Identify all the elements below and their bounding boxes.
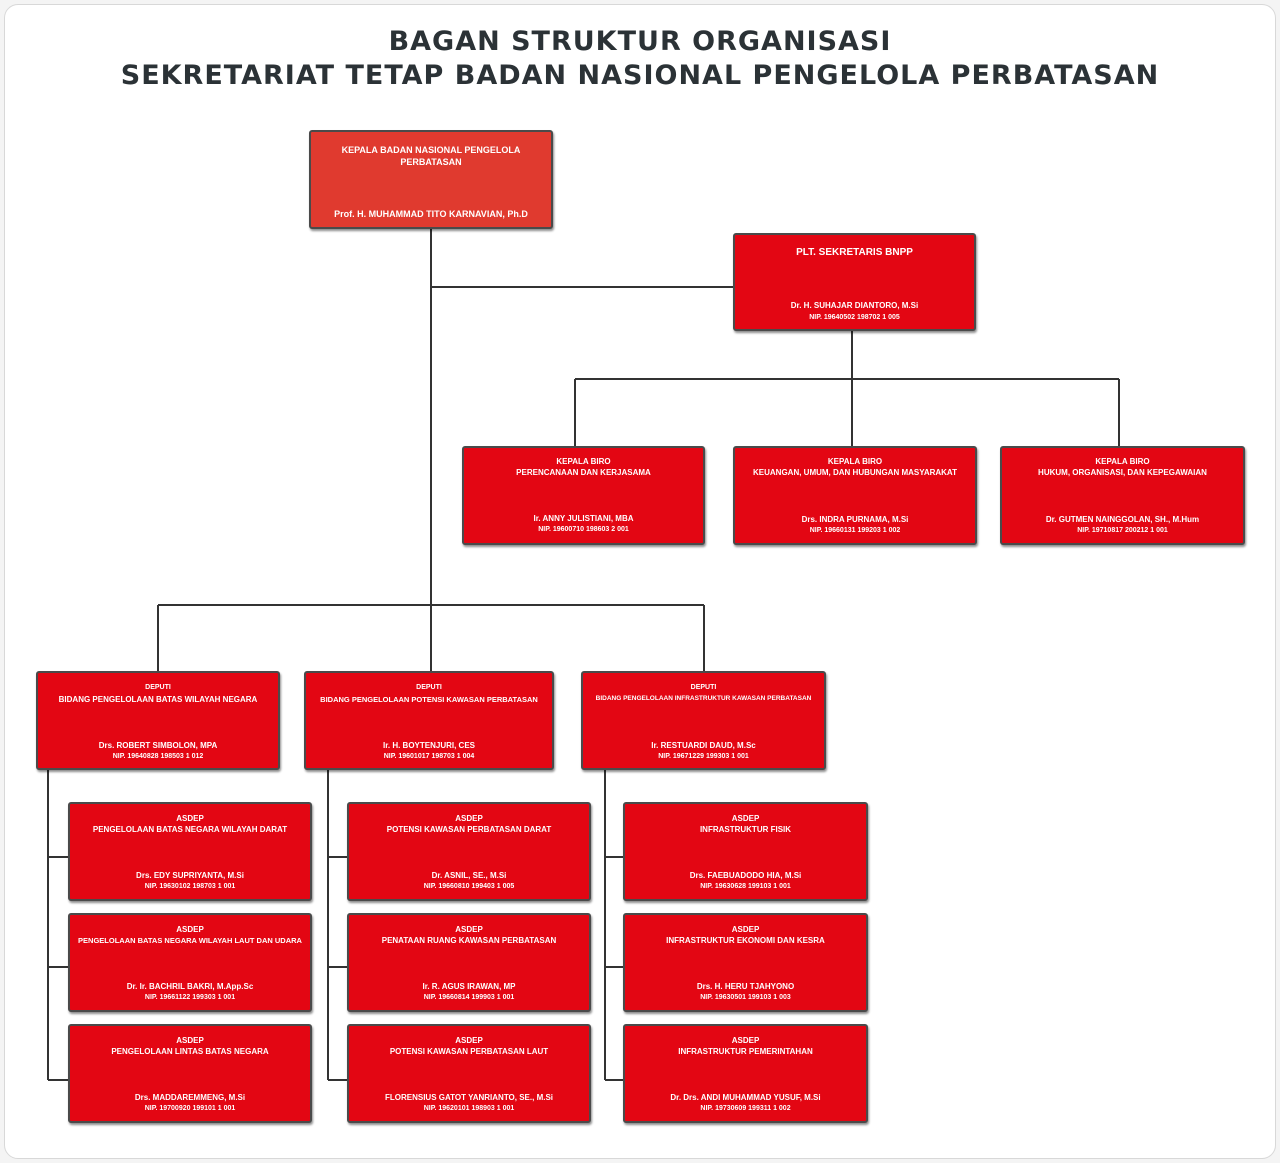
asdep-nip: NIP. 19730609 199311 1 002 bbox=[700, 1105, 791, 1112]
asdep-unit: PENGELOLAAN LINTAS BATAS NEGARA bbox=[111, 1047, 269, 1056]
asdep-name: Dr. ASNIL, SE., M.Si bbox=[431, 871, 507, 880]
asdep-box-potensi-laut[interactable] bbox=[347, 1024, 591, 1123]
asdep-box-lintas-batas[interactable] bbox=[68, 1024, 312, 1123]
deputi-label: DEPUTI bbox=[690, 684, 717, 691]
head-position-line1: KEPALA BADAN NASIONAL PENGELOLA bbox=[341, 145, 521, 155]
asdep-name: Drs. MADDAREMMENG, M.Si bbox=[134, 1093, 246, 1102]
asdep-unit: POTENSI KAWASAN PERBATASAN DARAT bbox=[386, 825, 552, 834]
asdep-unit: PENGELOLAAN BATAS NEGARA WILAYAH LAUT DAN UDARA bbox=[78, 936, 302, 945]
asdep-label: ASDEP bbox=[455, 814, 483, 823]
asdep-nip: NIP. 19630501 199103 1 003 bbox=[700, 994, 791, 1001]
asdep-nip: NIP. 19660810 199403 1 005 bbox=[423, 883, 515, 890]
secretary-nip: NIP. 19640502 198702 1 005 bbox=[809, 314, 900, 321]
asdep-nip: NIP. 19661122 199303 1 001 bbox=[144, 994, 236, 1001]
biro-nip: NIP. 19600710 198603 2 001 bbox=[538, 526, 629, 533]
asdep-box-infrastruktur-ekonomi[interactable] bbox=[623, 913, 868, 1012]
asdep-unit: INFRASTRUKTUR EKONOMI DAN KESRA bbox=[666, 936, 825, 945]
asdep-label: ASDEP bbox=[455, 925, 483, 934]
biro-nip: NIP. 19710817 200212 1 001 bbox=[1077, 527, 1168, 534]
biro-name: Drs. INDRA PURNAMA, M.Si bbox=[801, 515, 909, 524]
asdep-name: Dr. Drs. ANDI MUHAMMAD YUSUF, M.Si bbox=[670, 1093, 821, 1102]
asdep-name: Drs. FAEBUADODO HIA, M.Si bbox=[689, 871, 802, 880]
head-name: Prof. H. MUHAMMAD TITO KARNAVIAN, Ph.D bbox=[334, 209, 528, 219]
asdep-name: Drs. EDY SUPRIYANTA, M.Si bbox=[136, 871, 244, 880]
asdep-label: ASDEP bbox=[731, 814, 760, 823]
asdep-unit: INFRASTRUKTUR FISIK bbox=[699, 825, 792, 834]
asdep-nip: NIP. 19700920 199101 1 001 bbox=[144, 1105, 236, 1112]
deputi-label: DEPUTI bbox=[416, 684, 442, 691]
deputi-name: Ir. RESTUARDI DAUD, M.Sc bbox=[651, 741, 756, 750]
asdep-label: ASDEP bbox=[176, 925, 204, 934]
asdep-label: ASDEP bbox=[731, 925, 760, 934]
biro-unit: PERENCANAAN DAN KERJASAMA bbox=[516, 468, 651, 477]
asdep-box-infrastruktur-fisik[interactable] bbox=[623, 802, 868, 901]
asdep-unit: POTENSI KAWASAN PERBATASAN LAUT bbox=[389, 1047, 549, 1056]
deputi-unit: BIDANG PENGELOLAAN POTENSI KAWASAN PERBATASAN bbox=[320, 695, 538, 704]
biro-box-keuangan[interactable] bbox=[733, 446, 977, 545]
asdep-label: ASDEP bbox=[176, 814, 204, 823]
asdep-box-batas-darat[interactable] bbox=[68, 802, 312, 901]
asdep-name: Dr. Ir. BACHRIL BAKRI, M.App.Sc bbox=[126, 982, 254, 991]
asdep-box-penataan-ruang[interactable] bbox=[347, 913, 591, 1012]
deputi-label: DEPUTI bbox=[145, 684, 171, 691]
asdep-nip: NIP. 19660814 199903 1 001 bbox=[423, 994, 515, 1001]
chart-title-line1: BAGAN STRUKTUR ORGANISASI bbox=[388, 26, 892, 57]
biro-box-perencanaan[interactable] bbox=[462, 446, 705, 545]
deputi-nip: NIP. 19640828 198503 1 012 bbox=[112, 753, 204, 760]
deputi-box-batas-wilayah[interactable] bbox=[36, 671, 280, 770]
deputi-name: Ir. H. BOYTENJURI, CES bbox=[382, 741, 476, 750]
chart-title-line2: SEKRETARIAT TETAP BADAN NASIONAL PENGELOLA PERBATASAN bbox=[120, 60, 1160, 91]
asdep-label: ASDEP bbox=[455, 1036, 483, 1045]
biro-nip: NIP. 19660131 199203 1 002 bbox=[809, 527, 901, 534]
deputi-nip: NIP. 19601017 198703 1 004 bbox=[383, 753, 475, 760]
asdep-unit: PENATAAN RUANG KAWASAN PERBATASAN bbox=[381, 936, 557, 945]
asdep-unit: PENGELOLAAN BATAS NEGARA WILAYAH DARAT bbox=[92, 825, 288, 834]
secretary-name: Dr. H. SUHAJAR DIANTORO, M.Si bbox=[790, 301, 919, 310]
asdep-label: ASDEP bbox=[731, 1036, 760, 1045]
secretary-position: PLT. SEKRETARIS BNPP bbox=[796, 247, 913, 258]
asdep-unit: INFRASTRUKTUR PEMERINTAHAN bbox=[678, 1047, 813, 1056]
biro-label: KEPALA BIRO bbox=[827, 457, 883, 466]
asdep-label: ASDEP bbox=[176, 1036, 204, 1045]
biro-label: KEPALA BIRO bbox=[1095, 457, 1150, 466]
secretary-box[interactable] bbox=[733, 233, 976, 331]
biro-name: Dr. GUTMEN NAINGGOLAN, SH., M.Hum bbox=[1045, 515, 1200, 524]
head-box[interactable] bbox=[309, 130, 553, 229]
biro-unit: HUKUM, ORGANISASI, DAN KEPEGAWAIAN bbox=[1038, 468, 1207, 477]
deputi-box-potensi-kawasan[interactable] bbox=[304, 671, 554, 770]
biro-box-hukum[interactable] bbox=[1000, 446, 1245, 545]
asdep-box-batas-laut-udara[interactable] bbox=[68, 913, 312, 1012]
deputi-unit: BIDANG PENGELOLAAN INFRASTRUKTUR KAWASAN PERBATASAN bbox=[595, 695, 812, 702]
deputi-unit: BIDANG PENGELOLAAN BATAS WILAYAH NEGARA bbox=[58, 695, 258, 704]
biro-unit: KEUANGAN, UMUM, DAN HUBUNGAN MASYARAKAT bbox=[753, 468, 957, 477]
asdep-name: Drs. H. HERU TJAHYONO bbox=[696, 982, 795, 991]
deputi-name: Drs. ROBERT SIMBOLON, MPA bbox=[98, 741, 218, 750]
biro-label: KEPALA BIRO bbox=[556, 457, 611, 466]
asdep-nip: NIP. 19620101 198903 1 001 bbox=[423, 1105, 515, 1112]
deputi-box-infrastruktur[interactable] bbox=[581, 671, 826, 770]
asdep-box-infrastruktur-pemerintahan[interactable] bbox=[623, 1024, 868, 1123]
deputi-nip: NIP. 19671229 199303 1 001 bbox=[658, 753, 749, 760]
asdep-nip: NIP. 19630102 198703 1 001 bbox=[144, 883, 236, 890]
asdep-name: Ir. R. AGUS IRAWAN, MP bbox=[422, 982, 516, 991]
biro-name: Ir. ANNY JULISTIANI, MBA bbox=[533, 514, 634, 523]
asdep-nip: NIP. 19630628 199103 1 001 bbox=[700, 883, 791, 890]
asdep-name: FLORENSIUS GATOT YANRIANTO, SE., M.Si bbox=[384, 1093, 554, 1102]
head-position-line2: PERBATASAN bbox=[400, 157, 462, 167]
asdep-box-potensi-darat[interactable] bbox=[347, 802, 591, 901]
